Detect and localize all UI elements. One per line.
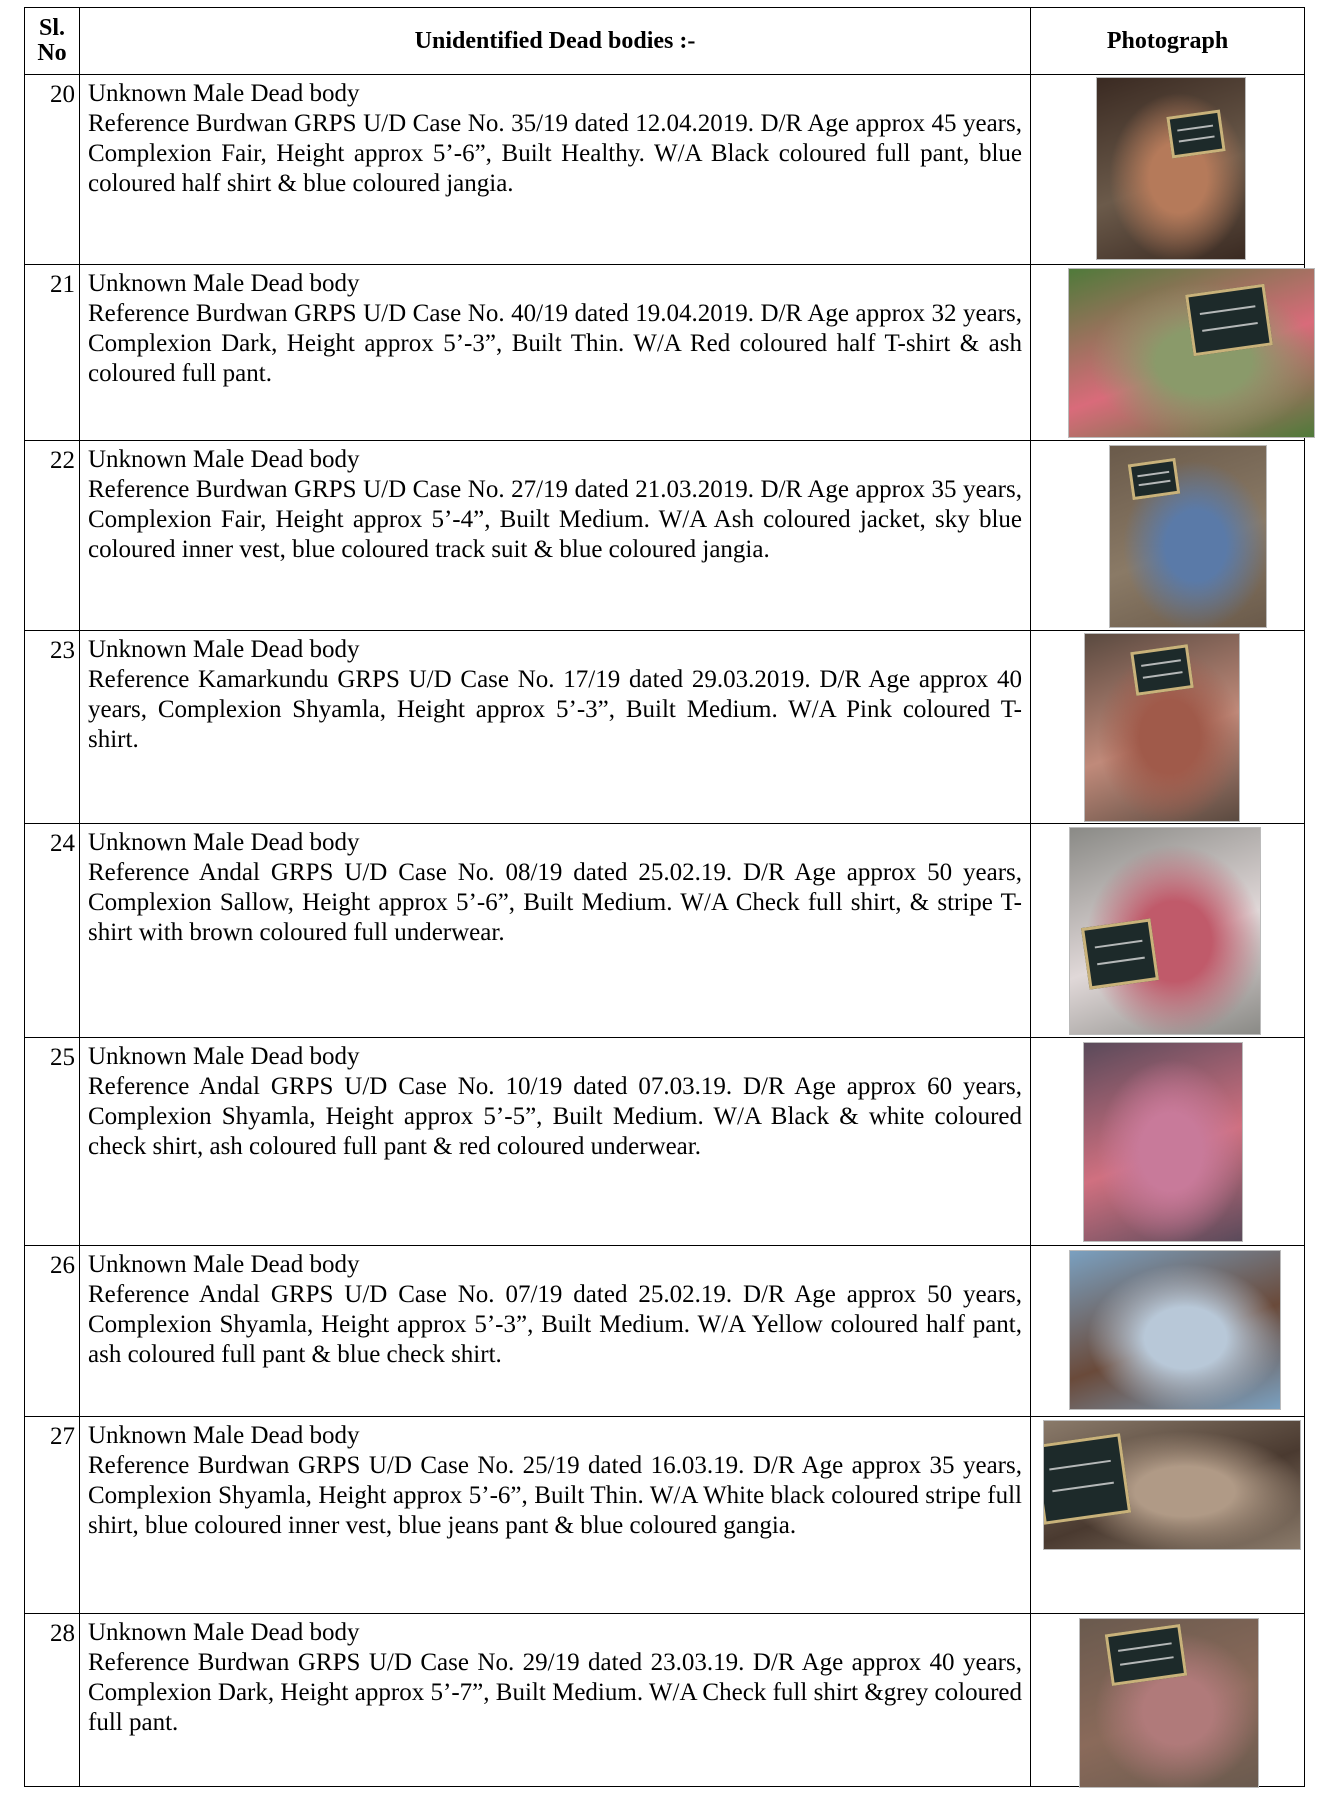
dead-body-photo — [1068, 268, 1315, 438]
header-serial-number — [25, 8, 80, 75]
entry-description — [80, 824, 1031, 1038]
photo-cell — [1031, 1614, 1305, 1787]
entry-description — [80, 441, 1031, 631]
case-slate — [1130, 644, 1194, 696]
case-slate — [1043, 1433, 1131, 1524]
entry-description — [80, 1246, 1031, 1417]
entry-text: Reference Burdwan GRPS U/D Case No. 25/19 dated 16.03.19. D/R Age approx 35 years, Complexion Shyamla, Height approx 5’-6”, Built Thin. W/A White black coloured stripe full shirt, blue coloured inner vest, blue jeans pant & blue coloured gangia. — [88, 1452, 1022, 1539]
serial-number: 22 — [25, 441, 80, 631]
header-photograph: Photograph — [1031, 8, 1305, 75]
entry-title: Unknown Male Dead body — [88, 446, 360, 473]
photo-cell — [1031, 1417, 1305, 1614]
entry-text: Reference Burdwan GRPS U/D Case No. 27/19 dated 21.03.2019. D/R Age approx 35 years, Complexion Fair, Height approx 5’-4”, Built Medium. W/A Ash coloured jacket, sky blue coloured inner vest, blue coloured track suit & blue coloured jangia. — [88, 476, 1022, 563]
photo-cell — [1031, 1038, 1305, 1246]
entry-title: Unknown Male Dead body — [88, 80, 360, 107]
dead-body-photo — [1083, 1042, 1243, 1242]
entry-text: Reference Burdwan GRPS U/D Case No. 40/19 dated 19.04.2019. D/R Age approx 32 years, Complexion Dark, Height approx 5’-3”, Built Thin. W/A Red coloured half T-shirt & ash coloured full pant. — [88, 300, 1022, 387]
dead-body-photo — [1084, 633, 1240, 822]
entry-title: Unknown Male Dead body — [88, 1251, 360, 1278]
entry-title: Unknown Male Dead body — [88, 1422, 360, 1449]
entry-description — [80, 265, 1031, 441]
photo-cell — [1031, 824, 1305, 1038]
header-description: Unidentified Dead bodies :- — [80, 8, 1031, 75]
entry-title: Unknown Male Dead body — [88, 829, 360, 856]
entry-text: Reference Burdwan GRPS U/D Case No. 35/19 dated 12.04.2019. D/R Age approx 45 years, Complexion Fair, Height approx 5’-6”, Built Healthy. W/A Black coloured full pant, blue coloured half shirt & blue coloured jangia. — [88, 110, 1022, 197]
entry-description — [80, 1417, 1031, 1614]
case-slate — [1105, 1624, 1187, 1686]
table-row — [25, 1246, 1305, 1417]
dead-body-photo — [1109, 445, 1267, 628]
dead-body-photo — [1079, 1618, 1259, 1788]
photo-cell — [1031, 441, 1305, 631]
serial-number: 21 — [25, 265, 80, 441]
header-sl-line1: Sl. — [38, 15, 65, 41]
serial-number: 25 — [25, 1038, 80, 1246]
entry-text: Reference Andal GRPS U/D Case No. 10/19 dated 07.03.19. D/R Age approx 60 years, Complexion Shyamla, Height approx 5’-5”, Built Medium. W/A Black & white coloured check shirt, ash coloured full pant & red coloured underwear. — [88, 1073, 1022, 1160]
case-slate — [1081, 918, 1159, 989]
entry-description — [80, 75, 1031, 265]
table-row — [25, 824, 1305, 1038]
entry-description — [80, 631, 1031, 824]
serial-number: 20 — [25, 75, 80, 265]
entry-text: Reference Kamarkundu GRPS U/D Case No. 17/19 dated 29.03.2019. D/R Age approx 40 years, Complexion Shyamla, Height approx 5’-3”, Built Medium. W/A Pink coloured T-shirt. — [88, 666, 1022, 753]
table-row — [25, 265, 1305, 441]
table-row — [25, 1614, 1305, 1787]
dead-body-photo — [1096, 77, 1246, 260]
table-row — [25, 631, 1305, 824]
entry-text: Reference Burdwan GRPS U/D Case No. 29/19 dated 23.03.19. D/R Age approx 40 years, Complexion Dark, Height approx 5’-7”, Built Medium. W/A Check full shirt &grey coloured full pant. — [88, 1649, 1022, 1736]
entry-text: Reference Andal GRPS U/D Case No. 08/19 dated 25.02.19. D/R Age approx 50 years, Complexion Sallow, Height approx 5’-6”, Built Medium. W/A Check full shirt, & stripe T-shirt with brown coloured full underwear. — [88, 859, 1022, 946]
dead-body-photo — [1069, 827, 1261, 1035]
serial-number: 24 — [25, 824, 80, 1038]
entry-description — [80, 1614, 1031, 1787]
serial-number: 26 — [25, 1246, 80, 1417]
serial-number: 27 — [25, 1417, 80, 1614]
case-slate — [1128, 458, 1181, 500]
entry-text: Reference Andal GRPS U/D Case No. 07/19 dated 25.02.19. D/R Age approx 50 years, Complexion Shyamla, Height approx 5’-3”, Built Medium. W/A Yellow coloured half pant, ash coloured full pant & blue check shirt. — [88, 1281, 1022, 1368]
table-row — [25, 1417, 1305, 1614]
serial-number: 28 — [25, 1614, 80, 1787]
entry-title: Unknown Male Dead body — [88, 1619, 360, 1646]
dead-body-photo — [1069, 1250, 1281, 1410]
unidentified-dead-bodies-table — [24, 7, 1305, 1787]
serial-number: 23 — [25, 631, 80, 824]
case-slate — [1185, 284, 1273, 357]
table-header-row — [25, 8, 1305, 75]
table-row — [25, 75, 1305, 265]
entry-title: Unknown Male Dead body — [88, 270, 360, 297]
photo-cell — [1031, 75, 1305, 265]
dead-body-photo — [1043, 1420, 1301, 1550]
photo-cell — [1031, 631, 1305, 824]
entry-title: Unknown Male Dead body — [88, 1043, 360, 1070]
photo-cell — [1031, 265, 1305, 441]
header-sl-line2: No — [37, 40, 67, 66]
table-row — [25, 441, 1305, 631]
case-slate — [1166, 109, 1225, 158]
table-row — [25, 1038, 1305, 1246]
entry-description — [80, 1038, 1031, 1246]
entry-title: Unknown Male Dead body — [88, 636, 360, 663]
photo-cell — [1031, 1246, 1305, 1417]
